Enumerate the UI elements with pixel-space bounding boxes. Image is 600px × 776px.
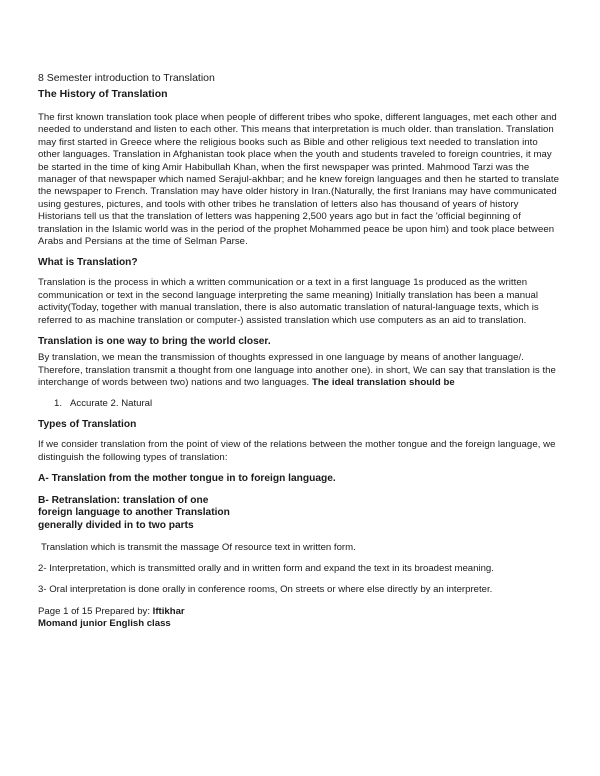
section-title-history: The History of Translation: [38, 88, 168, 100]
types-paragraph: If we consider translation from the point of view of the relations between the mother tongue and the foreign language, we distinguish the following types of translation:: [38, 439, 556, 463]
list-number: 1.: [54, 398, 63, 410]
ideal-translation-bold: The ideal translation should be: [311, 376, 455, 388]
section-title-what-is: What is Translation?: [38, 257, 138, 269]
list-item: [54, 398, 562, 409]
page-info: Page 1 of 15 Prepared by:: [38, 605, 153, 617]
type-b-line-3: generally divided in to two parts: [38, 519, 194, 531]
type-item-2: 2- Interpretation, which is transmitted orally and in written form and expand the text in its broadest meaning.: [38, 562, 494, 574]
type-item-1: Translation which is transmit the massage Of resource text in written form.: [41, 541, 356, 553]
page-footer: [38, 606, 562, 631]
type-b-heading: [38, 495, 562, 533]
class-name: Momand junior English class: [38, 618, 171, 630]
list-text: Accurate 2. Natural: [70, 398, 153, 410]
author-name: Iftikhar: [152, 605, 185, 617]
type-a-heading: A- Translation from the mother tongue in to foreign language.: [38, 473, 336, 485]
type-b-line-1: B- Retranslation: translation of one: [38, 494, 209, 506]
type-b-line-2: foreign language to another Translation: [38, 507, 230, 519]
section-title-closer: Translation is one way to bring the world closer.: [38, 336, 271, 348]
section-title-types: Types of Translation: [38, 419, 137, 431]
type-item-3: 3- Oral interpretation is done orally in conference rooms, On streets or where else directly by an interpreter.: [38, 584, 493, 596]
course-title: 8 Semester introduction to Translation: [38, 72, 215, 84]
ideal-list: [54, 398, 562, 409]
closer-paragraph: [38, 352, 562, 389]
what-is-paragraph: Translation is the process in which a written communication or a text in a first language 1s produced as the written communication or text in the second language interpreting the same meaning) Initially translation has been a manual activity(Today, together with manual translation, there is also automatic translation of natural-language texts, which is referred to as machine translation or computer-) assisted translation which use computers as an aid to translation.: [38, 277, 539, 326]
history-paragraph: The first known translation took place when people of different tribes who spoke, different languages, met each other and needed to understand and listen to each other. This means that interpretation is much older. than translation. Translation may first started in Greece where the religious books such as Bible and other religious text needed to translation into other languages. Translation in Afghanistan took place when the youth and students traveled to foreign countries, it may be started in the time of king Amir Habibullah Khan, when the first newspaper was printed. Mahmood Tarzi was the manager of that newspaper which named Serajul-akhbar; and he knew foreign languages and then he started to translate the newspaper to French. Translation may have older history in Iran.(Naturally, the first Iranians may have communicated using gestures, pictures, and tools with other tribes he translation of letters also has thousand of years of history Historians tell us that the translation of letters was happening 2,500 years ago but in fact the 'official beginning of translation in the Islamic world was in the period of the prophet Mohammed peace be upon him) and took place between Arabs and Persians at the time of Selman Parse.: [38, 112, 559, 248]
closer-text: By translation, we mean the transmission of thoughts expressed in one language by means of another language/. Therefore, translation transmit a thought from one language into another one). in short, We can say that translation is the interchange of words between two) nations and two languages.: [38, 352, 556, 388]
